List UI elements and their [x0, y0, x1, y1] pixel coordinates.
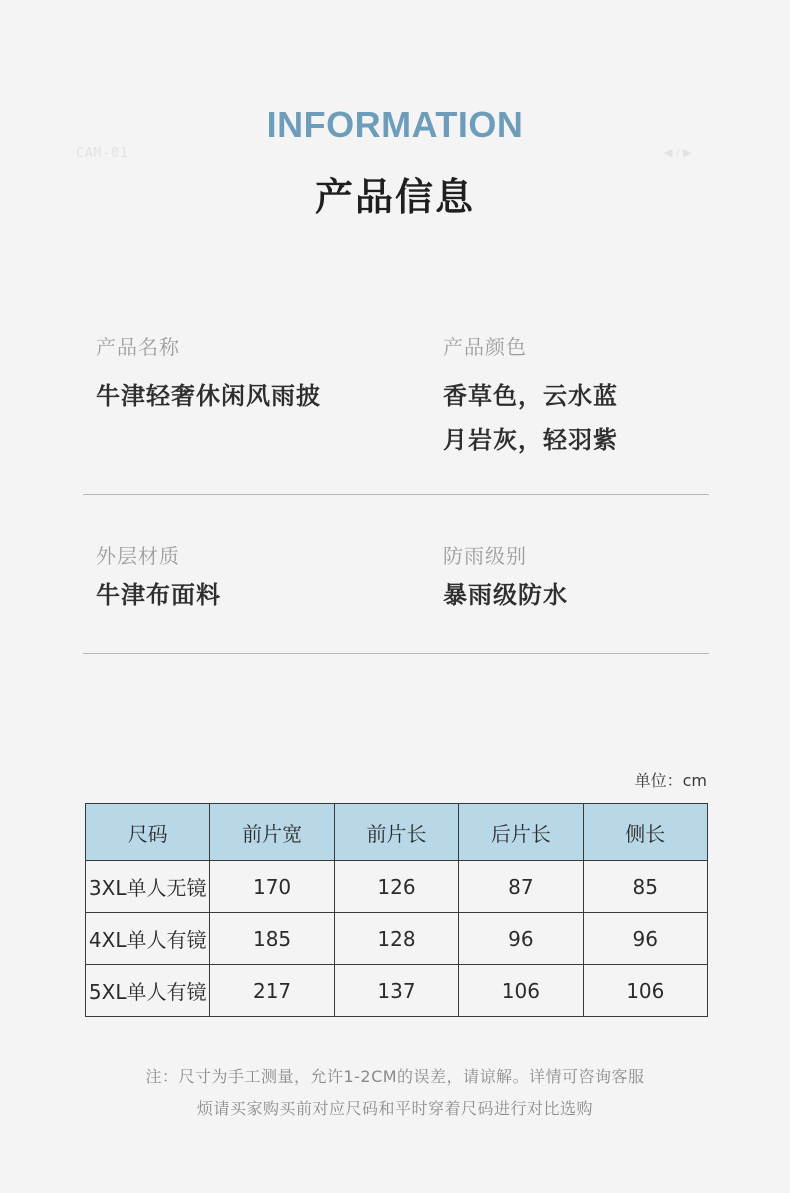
footnote-line1: 注：尺寸为手工测量，允许1-2CM的误差，请谅解。详情可咨询客服 [145, 1067, 645, 1086]
table-cell: 96 [459, 913, 583, 965]
table-cell: 170 [210, 861, 334, 913]
table-cell: 185 [210, 913, 334, 965]
table-cell: 5XL单人有镜 [86, 965, 210, 1017]
material-value: 牛津布面料 [96, 581, 221, 609]
table-cell: 3XL单人无镜 [86, 861, 210, 913]
product-name-value: 牛津轻奢休闲风雨披 [96, 382, 321, 410]
table-header-cell: 后片长 [459, 804, 583, 861]
table-cell: 106 [459, 965, 583, 1017]
divider [83, 494, 709, 495]
table-cell: 87 [459, 861, 583, 913]
unit-note: 单位：cm [634, 771, 707, 790]
table-cell: 96 [583, 913, 707, 965]
rain-level-value: 暴雨级防水 [443, 581, 568, 609]
product-color-value-line1: 香草色，云水蓝 [443, 382, 618, 410]
page-title-english: INFORMATION [266, 104, 524, 145]
table-header-cell: 前片长 [334, 804, 458, 861]
product-color-value-line2: 月岩灰，轻羽紫 [443, 426, 618, 454]
divider [83, 653, 709, 654]
table-row [86, 861, 708, 913]
table-header-cell: 前片宽 [210, 804, 334, 861]
table-cell: 217 [210, 965, 334, 1017]
product-color-label: 产品颜色 [443, 335, 527, 359]
page-title-chinese: 产品信息 [314, 175, 475, 219]
table-cell: 106 [583, 965, 707, 1017]
table-cell: 85 [583, 861, 707, 913]
size-table [85, 803, 708, 1017]
camera-nav-icon: ◀ / ▶ [664, 146, 692, 159]
product-name-label: 产品名称 [96, 335, 180, 359]
table-cell: 128 [334, 913, 458, 965]
rain-level-label: 防雨级别 [443, 544, 527, 568]
camera-label: CAM-01 [76, 146, 129, 161]
table-header-cell: 侧长 [583, 804, 707, 861]
table-cell: 126 [334, 861, 458, 913]
material-label: 外层材质 [96, 544, 180, 568]
table-row [86, 913, 708, 965]
table-cell: 137 [334, 965, 458, 1017]
footnote-line2: 烦请买家购买前对应尺码和平时穿着尺码进行对比选购 [196, 1099, 593, 1118]
table-row [86, 965, 708, 1017]
table-header-row [86, 804, 708, 861]
table-header-cell: 尺码 [86, 804, 210, 861]
table-cell: 4XL单人有镜 [86, 913, 210, 965]
